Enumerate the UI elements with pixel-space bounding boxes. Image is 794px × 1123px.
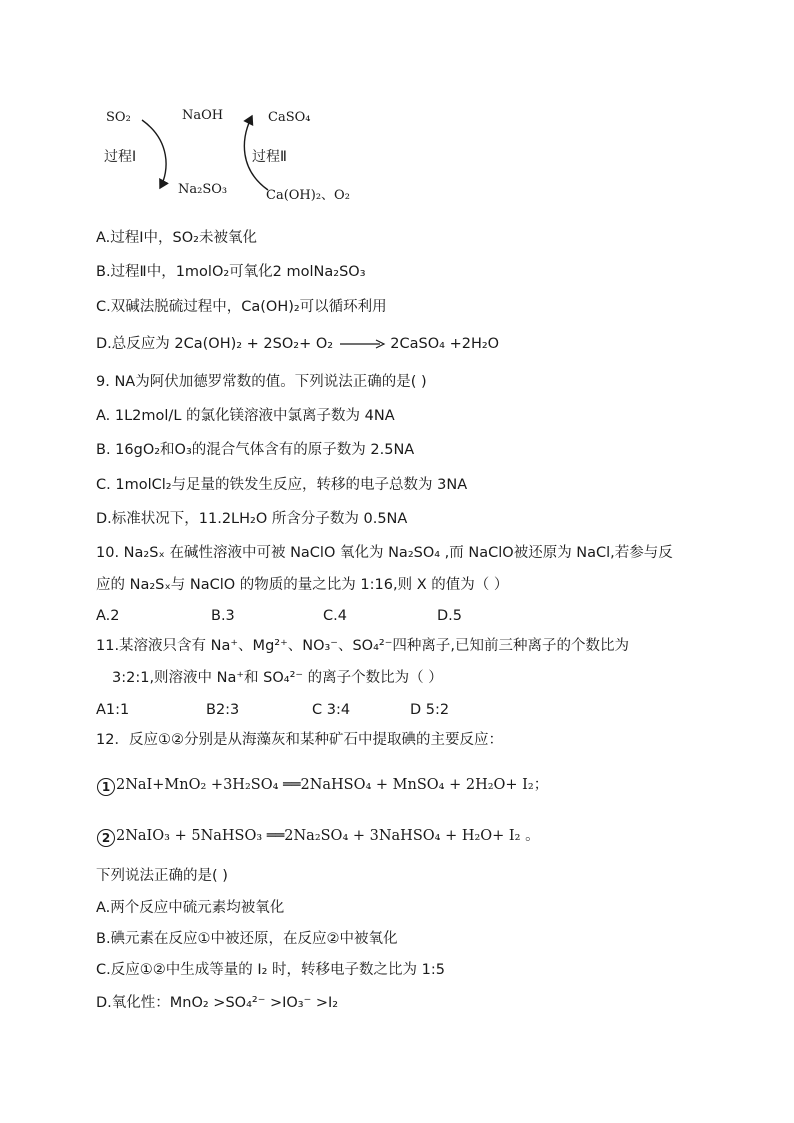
process1-arrow [142, 120, 166, 188]
q10-options [96, 606, 462, 626]
q12-option-c: C.反应①②中生成等量的 I₂ 时，转移电子数之比为 1:5 [96, 962, 445, 978]
so2-label: SO₂ [106, 110, 131, 125]
naoh-label: NaOH [182, 108, 224, 123]
process2-label: 过程Ⅱ [252, 149, 287, 165]
q10-option-c: C.4 [323, 608, 347, 624]
circled-number-1-icon: 1 [97, 778, 115, 796]
q12-option-a: A.两个反应中硫元素均被氧化 [96, 900, 285, 916]
q10-option-b: B.3 [211, 608, 235, 624]
q10-option-d: D.5 [437, 608, 462, 624]
q9-option-b: B. 16gO₂和O₃的混合气体含有的原子数为 2.5NA [96, 442, 415, 458]
q10-option-a: A.2 [96, 608, 120, 624]
q11-line2: 3:2:1,则溶液中 Na⁺和 SO₄²⁻ 的离子个数比为（ ） [112, 670, 443, 686]
q11-options [96, 700, 449, 720]
q8-option-a: A.过程Ⅰ中，SO₂未被氧化 [96, 230, 257, 246]
q12-option-b: B.碘元素在反应①中被还原，在反应②中被氧化 [96, 931, 398, 947]
q11-option-d: D 5:2 [410, 702, 450, 718]
q8-option-c: C.双碱法脱硫过程中，Ca(OH)₂可以循环利用 [96, 299, 387, 315]
q12-equation-1 [96, 775, 548, 796]
q9-option-a: A. 1L2mol/L 的氯化镁溶液中氯离子数为 4NA [96, 408, 395, 424]
q8-d-prefix: D.总反应为 2Ca(OH)₂ + 2SO₂+ O₂ [96, 336, 334, 352]
q11-option-c: C 3:4 [312, 702, 351, 718]
caoh2-o2-label: Ca(OH)₂、O₂ [266, 188, 350, 203]
q8-option-b: B.过程Ⅱ中，1molO₂可氧化2 molNa₂SO₃ [96, 264, 366, 280]
long-arrow-icon [338, 339, 386, 349]
circled-number-2-icon: 2 [97, 829, 115, 847]
na2so3-label: Na₂SO₃ [178, 182, 228, 197]
q11-option-b: B2:3 [206, 702, 240, 718]
q8-d-suffix: 2CaSO₄ +2H₂O [390, 336, 500, 352]
q12-prompt: 下列说法正确的是( ) [96, 868, 228, 884]
caso4-label: CaSO₄ [268, 110, 311, 125]
q12-equation-2 [96, 826, 540, 847]
q10-line1: 10. Na₂Sₓ 在碱性溶液中可被 NaClO 氧化为 Na₂SO₄ ,而 NaClO被还原为 NaCl,若参与反 [96, 545, 673, 561]
q12-eq2-text: 2NaIO₃ + 5NaHSO₃ ══2Na₂SO₄ + 3NaHSO₄ + H₂O+ I₂ 。 [116, 828, 540, 844]
q9-option-d: D.标准状况下，11.2LH₂O 所含分子数为 0.5NA [96, 511, 408, 527]
process1-label: 过程Ⅰ [104, 149, 137, 165]
q11-line1: 11.某溶液只含有 Na⁺、Mg²⁺、NO₃⁻、SO₄²⁻四种离子,已知前三种离子的个数比为 [96, 638, 629, 654]
double-alkali-cycle-diagram [100, 100, 380, 210]
q9-stem: 9. NA为阿伏加德罗常数的值。下列说法正确的是( ) [96, 374, 427, 390]
q11-option-a: A1:1 [96, 702, 130, 718]
q12-eq1-text: 2NaI+MnO₂ +3H₂SO₄ ══2NaHSO₄ + MnSO₄ + 2H₂O+ I₂； [116, 777, 549, 793]
q10-line2: 应的 Na₂Sₓ与 NaClO 的物质的量之比为 1:16,则 X 的值为（ ） [96, 577, 509, 593]
q12-stem: 12．反应①②分别是从海藻灰和某种矿石中提取碘的主要反应： [96, 732, 503, 748]
q9-option-c: C. 1molCl₂与足量的铁发生反应，转移的电子总数为 3NA [96, 477, 468, 493]
q8-option-d [96, 334, 499, 354]
q12-option-d: D.氧化性：MnO₂ >SO₄²⁻ >IO₃⁻ >I₂ [96, 995, 339, 1011]
